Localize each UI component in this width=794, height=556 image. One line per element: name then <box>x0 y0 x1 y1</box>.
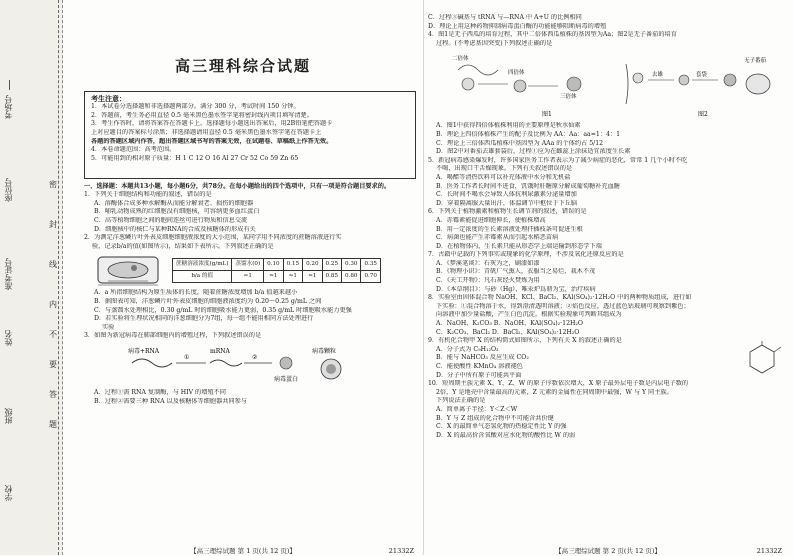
option: A．过程①需 RNA 复制酶，与 HIV 的增殖不同 <box>94 388 226 396</box>
seal-char: 不 <box>49 330 57 339</box>
binding-field-seat: 座位号 <box>4 178 13 202</box>
footer-code: 21332Z <box>756 547 782 555</box>
option: A．a 所指细胞结构为原生质体的长度，随着蔗糖浓度增加 b/a 值越来越小 <box>94 289 298 297</box>
footer-text: 【高三理综试题 第 2 页(共 12 页)】 <box>555 547 661 555</box>
notice-line: 上对应题目的答案标号涂黑；非选择题请用直径 0.5 毫米黑色墨水签字笔在答题卡上 <box>91 128 322 136</box>
option: B．理论上四倍体植株产生的配子及比例为 AA：Aa：aa=1：4：1 <box>436 130 621 138</box>
option: A．赤霉素能促进细胞伸长，使植株增高 <box>436 216 546 224</box>
option: D．穿着隔离服大量出汗，体温调节中枢位于下丘脑 <box>436 199 578 207</box>
table-row <box>173 270 381 282</box>
question-4: 4．图1是无子西瓜的培育过程，其中二倍体西瓜植株的基因型为Aa；图2是无子番茄的培育 <box>428 31 677 39</box>
footer-text: 【高三理综试题 第 1 页(共 12 页)】 <box>190 547 296 555</box>
option: C．病菌也能产生赤霉素从而引起水稻恶苗病 <box>436 234 559 242</box>
text-line: 向溶液中加少量盐酸，产生白色沉淀。根据实验现象可判断其组成为 <box>436 311 622 319</box>
option: A．《梦溪笔谈》：石灰为之，刷漆如漆 <box>436 259 540 267</box>
table-cell: 0.85 <box>322 270 341 282</box>
option: D．分子中所有原子可能共平面 <box>436 371 522 379</box>
seal-char: 题 <box>49 420 57 429</box>
table-cell: 0.20 <box>303 258 322 270</box>
option: D．X 的最高价含氧酸对应水化物的酸性比 W 的弱 <box>436 431 576 439</box>
table-cell: 0.25 <box>322 258 341 270</box>
option: B．用一定浓度的生长素溶液处理扦插枝条可促进生根 <box>436 225 583 233</box>
section-heading: 一、选择题：本题共13小题，每小题6分，共78分。在每小题给出的四个选项中，只有一项是符合题目要求的。 <box>84 182 391 190</box>
notice-line: 1．本试卷分选择题和非选择题两部分。满分 300 分，考试时间 150 分钟。 <box>91 103 300 111</box>
table-cell: ≈1 <box>303 270 322 282</box>
option: A．NaOH、K₂CO₃ B．NaOH、KAl(SO₄)₂·12H₂O <box>436 320 583 328</box>
fig-label: 四倍体 <box>508 70 525 77</box>
table-cell: 蒸馏水(0) <box>232 258 264 270</box>
option: A．溶酶体合成多种水解酶从而能分解衰老、损伤的细胞器 <box>94 199 254 207</box>
fig-label: 无子番茄 <box>744 58 767 65</box>
option: B．能与 NaHCO₃ 反应生成 CO₂ <box>436 354 529 362</box>
virus-replication-diagram <box>126 343 356 387</box>
text-line: 下列说法正确的是 <box>436 397 486 405</box>
question-5: 5．新冠病毒感染爆发时，许多国家医务工作者表示为了减少病症的恶化，常常 1 几个小时不吃 <box>428 156 688 164</box>
table-cell: 0.30 <box>342 258 361 270</box>
seal-char: 答 <box>49 390 57 399</box>
question-9: 9．有机化合物甲 X 的结构简式如图所示，下列有关 X 的叙述正确的是 <box>428 337 622 345</box>
question-9-block <box>428 337 788 380</box>
option: A．分子式为 C₉H₁₂O₃ <box>436 345 499 353</box>
question-7: 7．古籍中记载的下列事实或现象的化学原理，不涉及氧化还原反应的是 <box>428 251 624 259</box>
text-line: 2倍，Y 是地壳中含量最高的元素，Z 元素的金属性在同周期中最强，W 与 Y 同主族。 <box>436 388 673 396</box>
structure-x-diagram <box>742 341 782 375</box>
option: C．《天工开物》：凡石灰经火焚炼为用 <box>436 277 540 285</box>
option: D．若实验将生理状况相同的洋葱细胞分为7组，每一组不能用相同方法处理进行 <box>94 315 314 323</box>
text-line: 下实验：①混合物溶于水，得到澄清透明溶液；②焰色反应，透过蓝色钴玻璃可观察到紫色； <box>436 302 690 310</box>
fig-label: ① <box>184 353 190 361</box>
figure-q3 <box>126 343 416 387</box>
fig-label: 病毒颗粒 <box>312 347 337 355</box>
binding-margin <box>0 0 63 555</box>
result-table <box>172 258 381 283</box>
table-cell: ≈1 <box>232 270 264 282</box>
figure-q2 <box>94 253 416 287</box>
cell-diagram <box>94 253 164 287</box>
option: A．简单离子半径：Y＜Z＜W <box>436 405 518 413</box>
option: B．据图表可知，洋葱鳞片叶外表皮细胞的细胞液浓度约为 0.20～0.25 g/mL 之间 <box>94 297 322 305</box>
footer-code: 21332Z <box>388 547 414 555</box>
option: B．《物理小识》：青矾厂气熏人，衣服当之易烂，栽木不茂 <box>436 268 596 276</box>
option: A．喝醋等清热饮料可以补充体液中水分和无机盐 <box>436 173 571 181</box>
table-cell: 0.70 <box>361 270 380 282</box>
fig-label: 图2 <box>698 111 708 119</box>
table-cell: ≈1 <box>264 270 283 282</box>
page-divider <box>423 0 424 555</box>
option: C．能使酸性 KMnO₄ 溶液褪色 <box>436 363 523 370</box>
fig-label: 三倍体 <box>560 94 577 101</box>
notice-line: 3．考生作答时，请将答案答在答题卡上。选择题每小题选出答案后，用2B铅笔把答题卡 <box>91 120 333 128</box>
option: A．图1中获得四倍体植株利用的主要原理是秋水仙素 <box>436 122 581 130</box>
option: C．高等植物细胞之间的胞间连丝可进行物质和信息交流 <box>94 216 248 224</box>
question-2-cont: 验，记录b/a的值(如图所示)，结果如下表所示。下列叙述正确的是 <box>92 242 274 250</box>
option: D．细胞核中的核仁与某种RNA的合成及核糖体的形成有关 <box>94 225 256 233</box>
notice-heading: 考生注意： <box>91 94 126 103</box>
binding-field-name: 姓名 <box>4 330 13 346</box>
question-3: 3．如图为新冠病毒在肺部细胞内的增殖过程，下列叙述错误的是 <box>84 332 262 340</box>
table-cell: 0.80 <box>342 270 361 282</box>
option: C．K₂CO₃、BaCl₂ D．BaCl₂、KAl(SO₄)₂·12H₂O <box>436 328 580 336</box>
option: D．图2中对番茄去雄套袋后，过程①应为在雌蕊上涂抹适宜浓度生长素 <box>436 148 631 156</box>
option: C．X 的最简单气态氢化物的热稳定性比 Y 的强 <box>436 423 567 431</box>
fig-label: 套袋 <box>696 72 708 79</box>
exam-title: 高三理科综合试题 <box>174 57 311 75</box>
option: C．与蒸馏水处理相比，0.30 g/mL 时的细胞吸水能力更弱，0.35 g/mL 时细胞吸水能力更强 <box>94 306 352 314</box>
option: D．在植物体内，生长素只能从形态学上端运输到形态学下端 <box>436 242 602 250</box>
question-10: 10．短周期主族元素 X、Y、Z、W 的原子序数依次增大，X 原子最外层电子数是内层电子数的 <box>428 380 689 388</box>
cut-line <box>58 0 59 555</box>
binding-field-ticket-number: 准考证号 <box>4 258 13 290</box>
table-cell: 蔗糖溶液浓度(g/mL) <box>173 258 232 270</box>
text-line: 不喝，出现口干舌燥现象。下列有关叙述错误的是 <box>436 165 573 173</box>
fig-label: ② <box>252 353 258 361</box>
figure-q4 <box>448 50 788 120</box>
table-cell: 0.35 <box>361 258 380 270</box>
question-8: 8．实验室由固体混合物 NaOH、KCl、BaCl₂、KAl(SO₄)₂·12H₂O 中的两种物质组成，进行如 <box>428 294 692 302</box>
notice-line: 各题的答题区域内作答，超出答题区域书写的答案无效，在试题卷、草稿纸上作答无效。 <box>91 137 333 145</box>
seal-char: 内 <box>49 300 57 309</box>
option-cont: 实验 <box>102 323 115 331</box>
option: C．理论上三倍体西瓜植株中基因型为 AAa 的个体约占 5/12 <box>436 139 604 147</box>
question-6: 6．下列关于植物激素和植物生长调节剂的叙述，错误的是 <box>428 208 587 216</box>
page-1 <box>66 0 420 555</box>
notice-line: 5．可能用到的相对原子质量：H 1 C 12 O 16 Al 27 Cr 52 Co 59 Zn 65 <box>91 154 299 162</box>
option: B．医务工作者长时间不进食，饥饿时肝糖原分解成葡萄糖补充血糖 <box>436 182 620 190</box>
question-1: 1．下列关于细胞结构和功能的叙述，错误的是 <box>84 191 212 199</box>
option: B．过程②需要三种 RNA 以及核糖体等细胞器共同参与 <box>94 397 247 405</box>
fig-label: mRNA <box>210 347 230 355</box>
text-line: D．理论上用这种药物抑制病毒蛋白酶的功能能够阻断病毒的增殖 <box>428 22 607 30</box>
fig-label: 图1 <box>542 111 552 119</box>
seal-char: 线 <box>49 260 57 269</box>
table-row <box>173 258 381 270</box>
page-2 <box>428 0 788 555</box>
seal-char: 密 <box>49 180 57 189</box>
seal-char: 要 <box>49 360 57 369</box>
text-line: C．过程③碱基与 tRNA 与—RNA 中 A+U 的比例相同 <box>428 14 582 21</box>
notice-line: 2．答题前，考生务必用直径 0.5 毫米黑色墨水签字笔将密封线内项目填写清楚。 <box>91 111 313 119</box>
option: B．哺乳动物成熟的红细胞没有细胞核，可容纳更多血红蛋白 <box>94 208 260 216</box>
notice-box <box>84 91 416 179</box>
seal-char: 封 <box>49 220 57 229</box>
binding-field-exam-room: 考场号 <box>4 95 13 119</box>
table-cell: ≈1 <box>283 270 302 282</box>
option: C．长时间不喝水会导致人体抗利尿激素分泌量增加 <box>436 191 577 199</box>
notice-line: 4．本卷命题范围：高考范围。 <box>91 146 176 154</box>
fig-label: 病毒蛋白 <box>274 375 299 383</box>
table-cell: b/a 的值 <box>173 270 232 282</box>
option: D．《本草纲目》：与砂（Hg）、唯汞炉爲鼎为宝，治疗疾病 <box>436 285 596 293</box>
question-2: 2．为测定洋葱鳞片叶外表皮细胞细胞液浓度的大小范围，某同学用不同浓度的蔗糖溶液进行实 <box>84 234 342 242</box>
text-line: 过程。(不考虑基因突变)下列叙述正确的是 <box>436 39 553 47</box>
fig-label: 二倍体 <box>452 56 469 63</box>
table-cell: 0.10 <box>264 258 283 270</box>
binding-field-class: 班级 <box>4 408 13 424</box>
option: B．Y 与 Z 组成的化合物中不可能含共价键 <box>436 414 554 422</box>
fig-label: 病毒+RNA <box>128 347 160 355</box>
table-cell: 0.15 <box>283 258 302 270</box>
binding-field-school: 学校 <box>4 485 13 501</box>
fig-label: 去雄 <box>652 72 664 79</box>
binding-line <box>9 80 10 90</box>
watermelon-tomato-diagram <box>448 50 778 120</box>
